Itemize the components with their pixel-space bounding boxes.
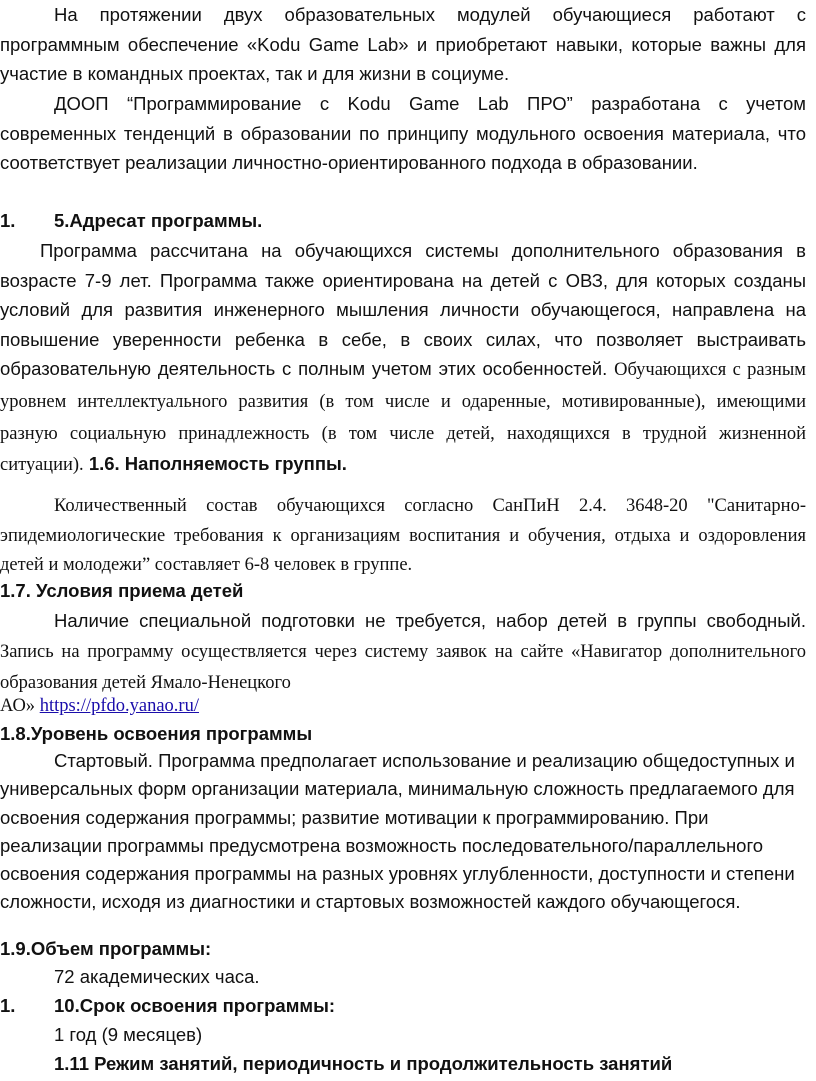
section-1-10-number: 1. bbox=[0, 995, 16, 1016]
section-1-9-heading: 1.9.Объем программы: bbox=[0, 938, 212, 959]
section-5-paragraph bbox=[0, 236, 806, 481]
navigator-link[interactable]: https://pfdo.yanao.ru/ bbox=[39, 696, 199, 716]
section-1-10-title: 10.Срок освоения программы: bbox=[54, 995, 336, 1016]
section-1-7-text-serif-a: Запись на программу осуществляется через систему заявок на сайте «Навигатор дополнительного образования детей Ямало-Ненецкого bbox=[0, 641, 806, 694]
section-1-7-heading: 1.7. Условия приема детей bbox=[0, 580, 244, 601]
section-1-8-heading: 1.8.Уровень освоения программы bbox=[0, 723, 313, 744]
section-1-10-paragraph bbox=[0, 1020, 806, 1050]
section-1-9-paragraph bbox=[0, 962, 806, 992]
section-1-6-heading: 1.6. Наполняемость группы. bbox=[88, 453, 347, 475]
section-1-7-link-line bbox=[0, 692, 806, 722]
section-1-10-heading bbox=[0, 991, 335, 1020]
program-duration: 1 год (9 месяцев) bbox=[54, 1024, 203, 1045]
section-5-text-sans: Программа рассчитана на обучающихся системы дополнительного образования в возрасте 7-9 лет. Программа также ориентирована на детей с ОВЗ, для которых созданы условий для развития инженерного мышления личности обучающегося, направлена на повышение уверенности ребенка в себе, в своих силах, что позволяет выстраивать образовательную деятельность с полным учетом этих особенностей. bbox=[0, 240, 806, 380]
program-volume: 72 академических часа. bbox=[54, 966, 260, 987]
section-1-6-paragraph: Количественный состав обучающихся согласно СанПиН 2.4. 3648-20 "Санитарно-эпидемиологические требования к организациям воспитания и обучения, отдыха и оздоровления детей и молодежи” составляет 6-8 человек в группе. bbox=[0, 496, 806, 576]
section-5-text-serif: Обучающихся с разным уровнем интеллектуального развития (в том числе и одаренные, мотивированные), имеющими разную социальную принадлежность (в том числе детей, находящихся в трудной жизненной ситуации). bbox=[0, 360, 806, 476]
section-5-title: 5.Адресат программы. bbox=[54, 210, 263, 231]
section-5-heading bbox=[0, 206, 262, 235]
intro-paragraph-1: На протяжении двух образовательных модулей обучающиеся работают с программным обеспечение «Kodu Game Lab» и приобретают навыки, которые важны для участие в командных проектах, так и для жизни в социуме. bbox=[0, 4, 806, 85]
section-5-number: 1. bbox=[0, 210, 16, 231]
section-1-11-heading: 1.11 Режим занятий, периодичность и продолжительность занятий bbox=[54, 1053, 673, 1074]
section-1-7-text-sans: Наличие специальной подготовки не требуется, набор детей в группы свободный. bbox=[54, 610, 806, 631]
section-1-7-text-serif-b: АО» bbox=[0, 696, 36, 716]
intro-paragraph-2: ДООП “Программирование с Kodu Game Lab ПРО” разработана с учетом современных тенденций в образовании по принципу модульного освоения материала, что соответствует реализации личностно-ориентированного подхода в образовании. bbox=[0, 93, 806, 174]
section-1-8-paragraph: Стартовый. Программа предполагает использование и реализацию общедоступных и универсальных форм организации материала, минимальную сложность предлагаемого для освоения содержания программы; развитие мотивации к программированию. При реализации программы предусмотрена возможность последовательного/параллельного освоения содержания программы на разных уровнях углубленности, доступности и степени сложности, исходя из диагностики и стартовых возможностей каждого обучающегося. bbox=[0, 750, 795, 913]
section-1-7-paragraph bbox=[0, 606, 806, 699]
